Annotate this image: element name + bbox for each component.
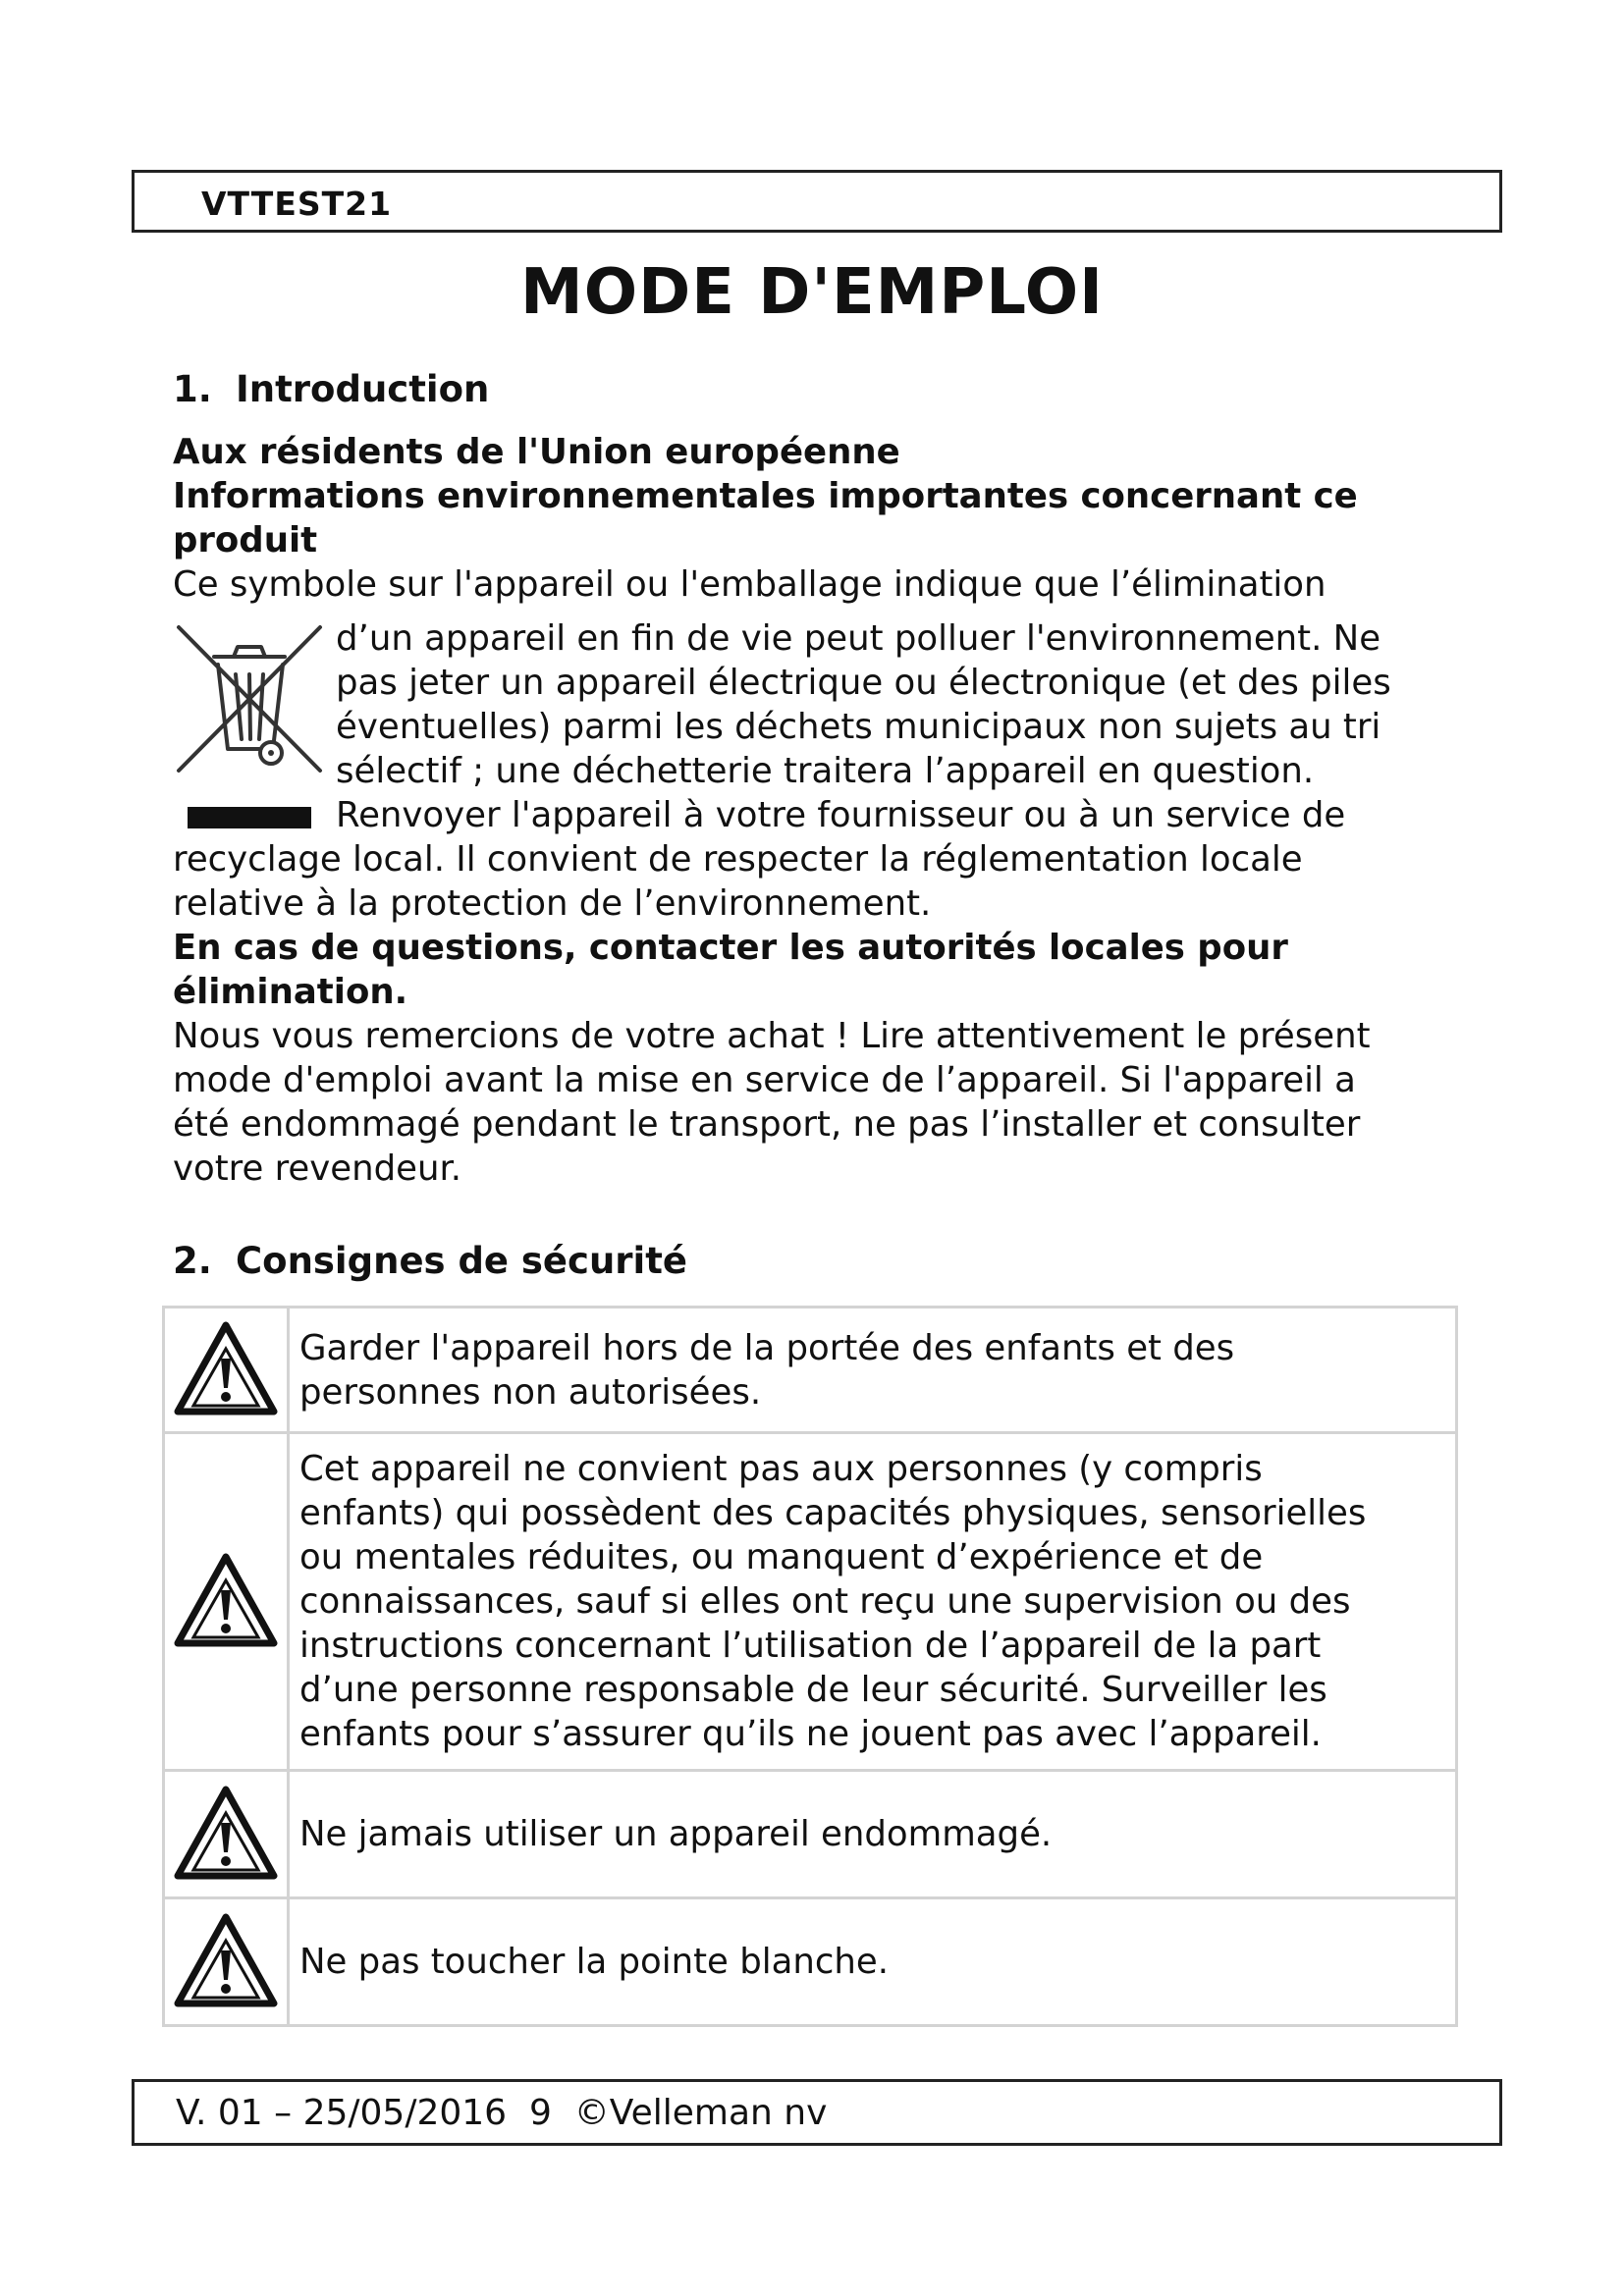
section-2-title: Consignes de sécurité — [236, 1240, 688, 1282]
text-line: ou mentales réduites, ou manquent d’expérience et de — [299, 1537, 1264, 1577]
text-line: Renvoyer l'appareil à votre fournisseur ou à un service de — [336, 795, 1346, 835]
text-line: connaissances, sauf si elles ont reçu une supervision ou des — [299, 1581, 1351, 1622]
intro-block — [173, 430, 1449, 607]
text-line: recyclage local. Il convient de respecter la réglementation locale — [173, 839, 1303, 880]
table-row — [164, 1898, 1457, 2026]
safety-table — [162, 1306, 1458, 2027]
icon-cell — [164, 1771, 289, 1898]
text-line: d’une personne responsable de leur sécurité. Surveiller les — [299, 1670, 1327, 1710]
warning-triangle-icon — [172, 1319, 280, 1417]
footer-box — [132, 2079, 1502, 2146]
weee-crossed-bin-icon — [175, 623, 324, 775]
text-line: Ne jamais utiliser un appareil endommagé. — [299, 1814, 1053, 1854]
text-line: Nous vous remercions de votre achat ! Lire attentivement le présent — [173, 1016, 1371, 1056]
section-1-number: 1. — [173, 368, 212, 410]
env-heading-line-1: Informations environnementales importantes concernant ce — [173, 476, 1358, 516]
table-row — [164, 1308, 1457, 1433]
table-row — [164, 1433, 1457, 1771]
questions-line-2: élimination. — [173, 972, 408, 1012]
weee-bar — [188, 807, 311, 828]
text-line: Cet appareil ne convient pas aux personnes (y compris — [299, 1449, 1263, 1489]
env-heading-line-2: produit — [173, 520, 318, 561]
model-code: VTTEST21 — [201, 185, 393, 223]
text-line: été endommagé pendant le transport, ne pas l’installer et consulter — [173, 1104, 1361, 1145]
table-row — [164, 1771, 1457, 1898]
questions-line-1: En cas de questions, contacter les autorités locales pour — [173, 928, 1288, 968]
intro-body — [173, 837, 1469, 1191]
symbol-text-line: Ce symbole sur l'appareil ou l'emballage indique que l’élimination — [173, 564, 1326, 605]
text-line: votre revendeur. — [173, 1148, 462, 1189]
section-1-heading — [173, 367, 489, 411]
icon-cell — [164, 1898, 289, 2026]
text-line: mode d'emploi avant la mise en service de l’appareil. Si l'appareil a — [173, 1060, 1356, 1100]
text-line: Garder l'appareil hors de la portée des enfants et des — [299, 1327, 1235, 1368]
safety-text-cell — [289, 1433, 1457, 1771]
text-line: d’un appareil en fin de vie peut polluer l'environnement. Ne — [336, 618, 1381, 659]
warning-triangle-icon — [172, 1551, 280, 1649]
section-2-heading — [173, 1239, 687, 1283]
text-line: Ne pas toucher la pointe blanche. — [299, 1942, 889, 1982]
text-line: pas jeter un appareil électrique ou électronique (et des piles — [336, 663, 1391, 703]
safety-text-cell — [289, 1308, 1457, 1433]
warning-triangle-icon — [172, 1784, 280, 1882]
safety-text-cell — [289, 1898, 1457, 2026]
text-line: relative à la protection de l’environnement. — [173, 883, 932, 924]
section-1-title: Introduction — [236, 368, 490, 410]
warning-triangle-icon — [172, 1911, 280, 2009]
header-box — [132, 170, 1502, 233]
text-line: enfants pour s’assurer qu’ils ne jouent pas avec l’appareil. — [299, 1714, 1322, 1754]
footer-text: V. 01 – 25/05/2016 9 ©Velleman nv — [176, 2093, 828, 2133]
text-line: personnes non autorisées. — [299, 1371, 762, 1413]
text-line: sélectif ; une déchetterie traitera l’appareil en question. — [336, 751, 1315, 791]
icon-cell — [164, 1433, 289, 1771]
eu-heading: Aux résidents de l'Union européenne — [173, 432, 900, 472]
icon-cell — [164, 1308, 289, 1433]
text-line: éventuelles) parmi les déchets municipaux non sujets au tri — [336, 707, 1381, 747]
section-2-number: 2. — [173, 1240, 212, 1282]
text-line: enfants) qui possèdent des capacités physiques, sensorielles — [299, 1493, 1367, 1533]
safety-text-cell — [289, 1771, 1457, 1898]
page-title: MODE D'EMPLOI — [520, 256, 1104, 329]
weee-text-wrapped — [336, 616, 1475, 837]
text-line: instructions concernant l’utilisation de l’appareil de la part — [299, 1626, 1322, 1666]
